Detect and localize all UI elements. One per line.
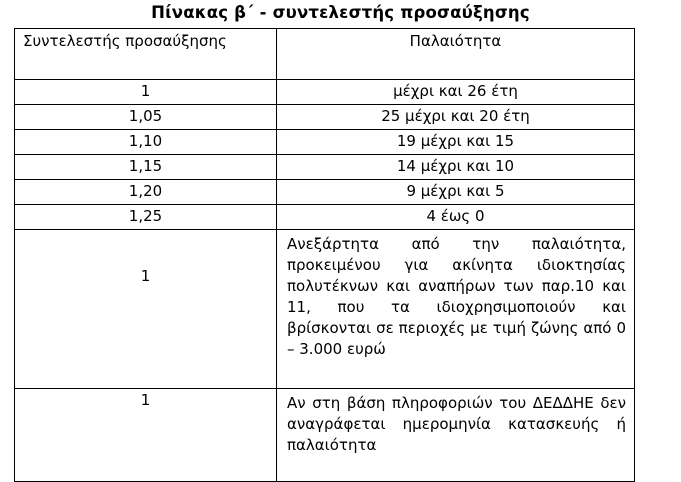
table-header-row — [15, 29, 635, 80]
table-row — [15, 130, 635, 155]
table-row-note-multichild — [15, 230, 635, 389]
table-row-note-deddie — [15, 389, 635, 482]
cell-coefficient: 1 — [15, 389, 277, 482]
table-row — [15, 205, 635, 230]
cell-coefficient: 1 — [15, 230, 277, 389]
table-row — [15, 80, 635, 105]
cell-age: μέχρι και 26 έτη — [277, 80, 635, 105]
cell-age: 19 μέχρι και 15 — [277, 130, 635, 155]
cell-coefficient: 1 — [15, 80, 277, 105]
table-row — [15, 105, 635, 130]
cell-coefficient: 1,25 — [15, 205, 277, 230]
column-header-age: Παλαιότητα — [277, 29, 635, 80]
cell-age-note-text: Ανεξάρτητα από την παλαιότητα, προκειμένου για ακίνητα ιδιοκτησίας πολυτέκνων και αναπήρων των παρ.10 και 11, που τα ιδιοχρησιμοποιούν και βρίσκονται σε περιοχές με τιμή ζώνης από 0 – 3.000 ευρώ — [287, 235, 626, 358]
cell-age: 9 μέχρι και 5 — [277, 180, 635, 205]
page-title: Πίνακας β΄ - συντελεστής προσαύξησης — [151, 3, 530, 22]
cell-coefficient: 1,10 — [15, 130, 277, 155]
cell-coefficient: 1,15 — [15, 155, 277, 180]
table-row — [15, 180, 635, 205]
cell-age-note-text: Αν στη βάση πληροφοριών του ΔΕΔΔΗΕ δεν αναγράφεται ημερομηνία κατασκευής ή παλαιότητα — [287, 394, 626, 454]
coefficient-table — [14, 28, 635, 482]
table-row — [15, 155, 635, 180]
cell-age: 4 έως 0 — [277, 205, 635, 230]
column-header-coefficient: Συντελεστής προσαύξησης — [15, 29, 277, 80]
cell-age-note — [277, 230, 635, 389]
cell-age-note — [277, 389, 635, 482]
cell-coefficient: 1,05 — [15, 105, 277, 130]
cell-age: 14 μέχρι και 10 — [277, 155, 635, 180]
cell-coefficient: 1,20 — [15, 180, 277, 205]
cell-age: 25 μέχρι και 20 έτη — [277, 105, 635, 130]
